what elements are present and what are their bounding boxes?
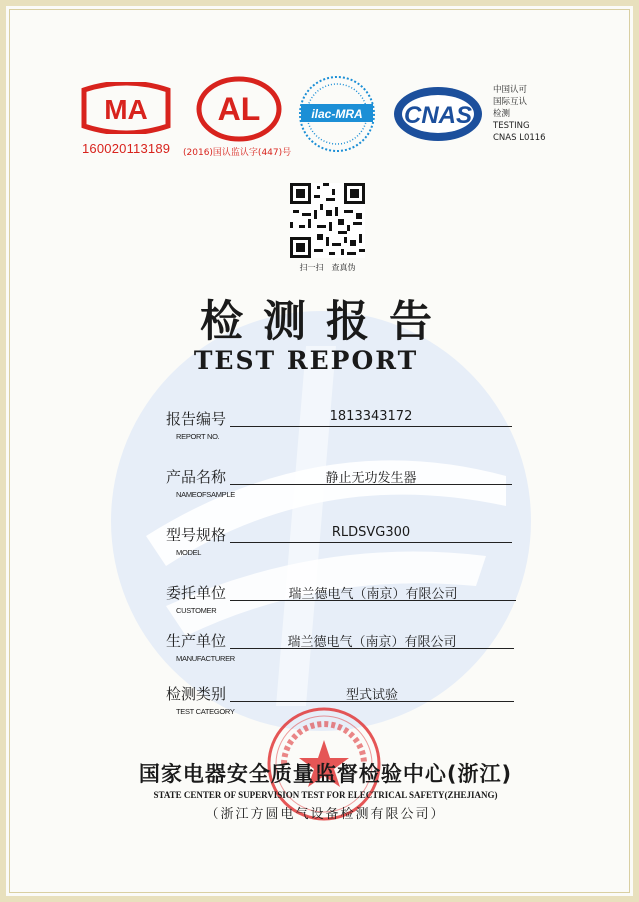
title-chinese: 检测报告 <box>200 297 452 347</box>
cnas-line: 中国认可 <box>493 85 528 95</box>
cnas-accreditation-text <box>493 84 546 144</box>
cal-logo-text: AL <box>217 91 261 127</box>
cma-logo <box>80 82 172 134</box>
cnas-line: 国际互认 <box>493 97 528 107</box>
field-sublabel: TEST CATEGORY <box>176 707 235 716</box>
organization-name-english: STATE CENTER OF SUPERVISION TEST FOR ELECTRICAL SAFETY(ZHEJIANG) <box>153 790 498 800</box>
field-value: RLDSVG300 <box>331 525 411 540</box>
qr-caption: 扫一扫 查真伪 <box>299 263 356 272</box>
field-value: 瑞兰德电气（南京）有限公司 <box>288 587 458 602</box>
cal-logo <box>196 76 282 142</box>
field-label: 委托单位 <box>166 584 227 602</box>
field-value: 瑞兰德电气（南京）有限公司 <box>287 635 457 650</box>
field-sublabel: MODEL <box>176 548 202 557</box>
cma-logo-text: MA <box>104 94 148 125</box>
field-label: 生产单位 <box>166 632 227 650</box>
ilac-logo-text: ilac-MRA <box>311 107 363 121</box>
qr-code[interactable] <box>290 183 365 258</box>
cnas-line: TESTING <box>493 121 530 131</box>
field-sublabel: NAMEOFSAMPLE <box>176 490 235 499</box>
field-model <box>166 524 526 564</box>
cnas-line: 检测 <box>493 109 511 119</box>
organization-subtitle: （浙江方圆电气设备检测有限公司） <box>205 807 446 822</box>
field-label: 报告编号 <box>166 410 227 428</box>
cnas-logo <box>392 84 484 144</box>
field-label: 检测类别 <box>166 685 227 703</box>
organization-name-chinese: 国家电器安全质量监督检验中心(浙江) <box>138 762 513 786</box>
title-english: TEST REPORT <box>193 346 419 375</box>
field-label: 型号规格 <box>166 526 227 544</box>
field-value: 静止无功发生器 <box>325 471 417 486</box>
cma-number: 160020113189 <box>82 141 171 156</box>
field-underline <box>230 542 512 543</box>
field-label: 产品名称 <box>166 468 227 486</box>
field-sublabel: REPORT NO. <box>176 432 220 441</box>
field-customer <box>166 582 526 622</box>
field-report-no <box>166 408 526 448</box>
cal-approval-number: (2016)国认监认字(447)号 <box>183 148 292 158</box>
cnas-line: CNAS L0116 <box>493 133 546 143</box>
ilac-mra-logo <box>297 74 377 154</box>
field-value: 型式试验 <box>345 688 398 703</box>
field-sublabel: MANUFACTURER <box>176 654 235 663</box>
field-underline <box>230 426 512 427</box>
cnas-logo-text: CNAS <box>403 102 473 129</box>
field-sample-name <box>166 466 526 506</box>
field-sublabel: CUSTOMER <box>176 606 217 615</box>
field-value: 1813343172 <box>329 409 413 424</box>
field-manufacturer <box>166 630 526 670</box>
